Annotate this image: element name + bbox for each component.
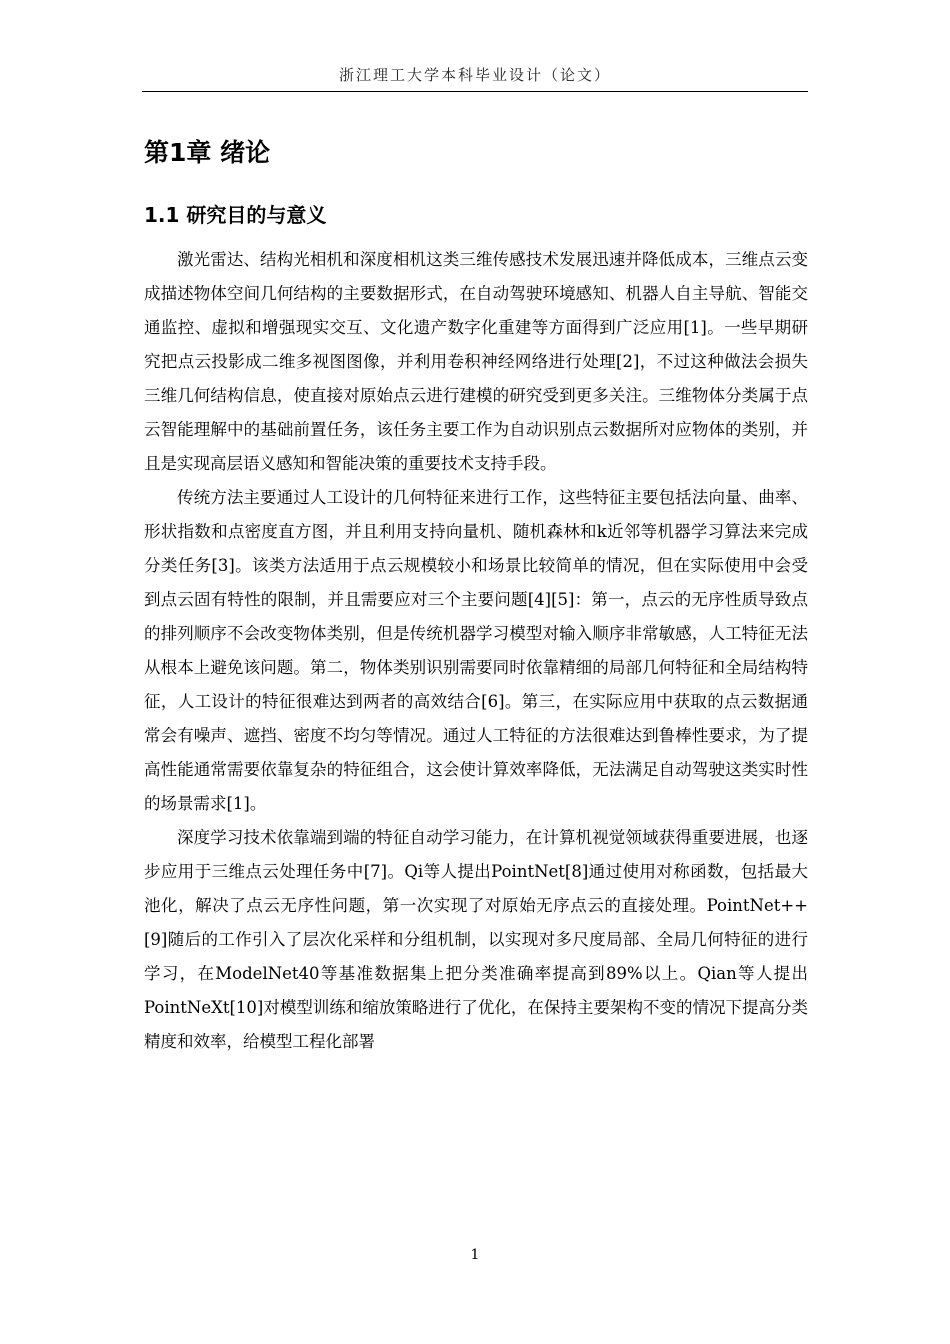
paragraph-1: 激光雷达、结构光相机和深度相机这类三维传感技术发展迅速并降低成本，三维点云变成描述物体空间几何结构的主要数据形式，在自动驾驶环境感知、机器人自主导航、智能交通监控、虚拟和增强现实交互、文化遗产数字化重建等方面得到广泛应用[1]。一些早期研究把点云投影成二维多视图图像，并利用卷积神经网络进行处理[2]，不过这种做法会损失三维几何结构信息，使直接对原始点云进行建模的研究受到更多关注。三维物体分类属于点云智能理解中的基础前置任务，该任务主要工作为自动识别点云数据所对应物体的类别，并且是实现高层语义感知和智能决策的重要技术支持手段。	[144, 250, 808, 473]
section-title: 1.1 研究目的与意义	[144, 203, 327, 227]
page-number: 1	[470, 1247, 480, 1263]
running-header: 浙江理工大学本科毕业设计（论文）	[338, 66, 611, 84]
body-text	[144, 243, 808, 1059]
paragraph-2: 传统方法主要通过人工设计的几何特征来进行工作，这些特征主要包括法向量、曲率、形状指数和点密度直方图，并且利用支持向量机、随机森林和k近邻等机器学习算法来完成分类任务[3]。该类方法适用于点云规模较小和场景比较简单的情况，但在实际使用中会受到点云固有特性的限制，并且需要应对三个主要问题[4][5]：第一，点云的无序性质导致点的排列顺序不会改变物体类别，但是传统机器学习模型对输入顺序非常敏感，人工特征无法从根本上避免该问题。第二，物体类别识别需要同时依靠精细的局部几何特征和全局结构特征，人工设计的特征很难达到两者的高效结合[6]。第三，在实际应用中获取的点云数据通常会有噪声、遮挡、密度不均匀等情况。通过人工特征的方法很难达到鲁棒性要求，为了提高性能通常需要依靠复杂的特征组合，这会使计算效率降低，无法满足自动驾驶这类实时性的场景需求[1]。	[144, 488, 808, 813]
paragraph-3: 深度学习技术依靠端到端的特征自动学习能力，在计算机视觉领域获得重要进展，也逐步应用于三维点云处理任务中[7]。Qi等人提出PointNet[8]通过使用对称函数，包括最大池化，解决了点云无序性问题，第一次实现了对原始无序点云的直接处理。PointNet++[9]随后的工作引入了层次化采样和分组机制，以实现对多尺度局部、全局几何特征的进行学习，在ModelNet40等基准数据集上把分类准确率提高到89%以上。Qian等人提出PointNeXt[10]对模型训练和缩放策略进行了优化，在保持主要架构不变的情况下提高分类精度和效率，给模型工程化部署	[144, 828, 808, 1051]
chapter-title: 第1章 绪论	[144, 138, 271, 167]
header-divider	[142, 91, 808, 92]
